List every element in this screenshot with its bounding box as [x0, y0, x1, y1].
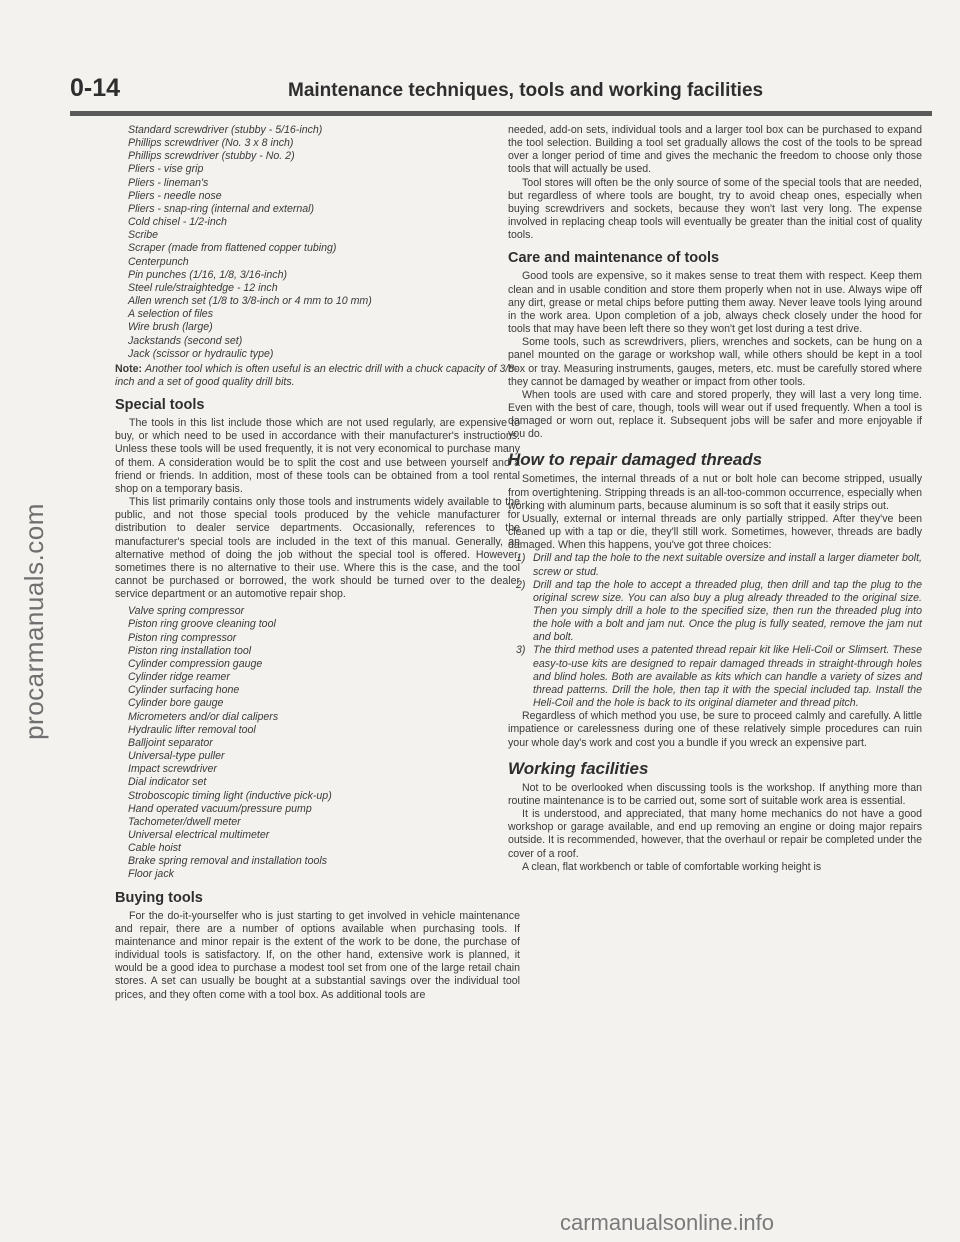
list-item: Piston ring compressor [128, 631, 237, 644]
paragraph: Good tools are expensive, so it makes sense to treat them with respect. Keep them clean and in usable condition and store them properly when not in use. Always wipe off any dirt, grease or metal chips before putting them away. Never leave tools lying around in the work area. Upon completion of a job, always check closely under the hood for tools that may have been left there so they won't get lost during a test drive. [508, 270, 922, 336]
note [115, 363, 520, 389]
paragraph: When tools are used with care and stored properly, they will last a very long time. Even with the best of care, though, tools will wear out if used frequently. When a tool is damaged or worn out, replace it. Subsequent jobs will be safer and more enjoyable if you do. [508, 388, 922, 441]
page-title: Maintenance techniques, tools and working facilities [288, 80, 764, 101]
list-item: Valve spring compressor [128, 605, 245, 618]
side-watermark-text: procarmanuals.com [18, 502, 49, 740]
list-item: Centerpunch [128, 255, 189, 268]
step-number: 2) [516, 578, 526, 591]
step-text: The third method uses a patented thread repair kit like Heli-Coil or Slimsert. These easy-to-use kits are designed to repair damaged threads in straight-through holes and blind holes. Both are available as kits which can handle a variety of sizes and thread patterns. Drill the hole, then tap it with the special included tap. Install the Heli-Coil and the hole is back to its original diameter and thread pitch. [533, 644, 922, 710]
step-text: Drill and tap the hole to the next suitable oversize and install a larger diameter bolt, screw or stud. [533, 552, 922, 578]
threads-heading: How to repair damaged threads [508, 450, 763, 470]
list-item: Brake spring removal and installation tools [128, 855, 328, 868]
list-item: Dial indicator set [128, 776, 207, 789]
paragraph: Regardless of which method you use, be sure to proceed calmly and carefully. A little impatience or carelessness during one of these relatively simple procedures can ruin your whole day's work and cost you a bundle if you wreck an expensive part. [508, 710, 922, 749]
list-item: Pliers - vise grip [128, 163, 204, 176]
list-item: Universal-type puller [128, 750, 225, 763]
list-item: Cylinder bore gauge [128, 697, 224, 710]
list-item: Standard screwdriver (stubby - 5/16-inch) [128, 124, 323, 136]
side-watermark [14, 0, 54, 1242]
step-number: 3) [516, 644, 526, 657]
special-tool-list [128, 605, 520, 881]
paragraph: Not to be overlooked when discussing tools is the workshop. If anything more than routine maintenance is to be carried out, some sort of suitable work area is essential. [508, 781, 922, 807]
list-item: Pin punches (1/16, 1/8, 3/16-inch) [128, 268, 288, 281]
list-item: Jackstands (second set) [128, 334, 243, 347]
paragraph: Tool stores will often be the only source of some of the special tools that are needed, but regardless of where tools are bought, try to avoid cheap ones, especially when buying screwdrivers and sockets, because they won't last very long. The expense involved in replacing cheap tools will eventually be greater than the initial cost of quality tools. [508, 176, 922, 242]
header-rule [70, 111, 932, 116]
list-item: Cold chisel - 1/2-inch [128, 216, 227, 229]
list-item: Impact screwdriver [128, 763, 217, 776]
list-item: Cylinder ridge reamer [128, 671, 230, 684]
step-text: Drill and tap the hole to accept a threaded plug, then drill and tap the plug to the original screw size. You can also buy a plug already threaded to the original size. Then you simply drill a hole to the specified size, then run the threaded plug into the hole with a bolt and jam nut. Once the plug is fully seated, remove the jam nut and bolt. [533, 578, 922, 644]
list-item: Universal electrical multimeter [128, 828, 270, 841]
list-item: Steel rule/straightedge - 12 inch [128, 281, 278, 294]
care-heading: Care and maintenance of tools [508, 250, 720, 267]
list-item: Pliers - needle nose [128, 189, 222, 202]
list-item: Hand operated vacuum/pressure pump [128, 802, 312, 815]
list-item: Cable hoist [128, 842, 181, 855]
list-item: Phillips screwdriver (No. 3 x 8 inch) [128, 137, 294, 150]
left-column [115, 124, 520, 1002]
list-item: Scribe [128, 229, 159, 242]
list-item [508, 552, 922, 578]
paragraph: A clean, flat workbench or table of comfortable working height is [522, 860, 822, 873]
buying-tools-heading: Buying tools [115, 889, 203, 906]
list-item: Allen wrench set (1/8 to 3/8-inch or 4 mm to 10 mm) [128, 295, 372, 308]
list-item: Pliers - snap-ring (internal and external) [128, 202, 315, 215]
right-column [508, 124, 922, 874]
list-item: Cylinder surfacing hone [128, 684, 240, 697]
paragraph: For the do-it-yourselfer who is just starting to get involved in vehicle maintenance and repair, there are a number of options available when purchasing tools. If maintenance and minor repair is the extent of the work to be done, the purchase of individual tools is satisfactory. If, on the other hand, extensive work is planned, it would be a good idea to purchase a modest tool set from one of the large retail chain stores. A set can usually be bought at a substantial savings over the individual tool prices, and they often come with a tool box. As additional tools are [115, 909, 520, 1001]
bottom-watermark: carmanualsonline.info [560, 1210, 775, 1235]
list-item: Pliers - lineman's [128, 176, 209, 189]
list-item: Stroboscopic timing light (inductive pick-up) [128, 789, 332, 802]
paragraph: It is understood, and appreciated, that many home mechanics do not have a good workshop or garage available, and end up removing an engine or doing major repairs outside. It is recommended, however, that the overhaul or repair be completed under the cover of a roof. [508, 808, 922, 860]
paragraph: Sometimes, the internal threads of a nut or bolt hole can become stripped, usually from overtightening. Stripping threads is an all-too-common occurrence, especially when working with aluminum parts, because aluminum is so soft that it easily strips out. [508, 473, 922, 512]
list-item [508, 579, 922, 645]
list-item: Floor jack [128, 868, 174, 881]
note-text: Another tool which is often useful is an electric drill with a chuck capacity of 3/8-inch and a set of good quality drill bits. [115, 362, 518, 388]
thread-repair-steps [508, 552, 922, 710]
list-item [508, 644, 922, 710]
list-item: Tachometer/dwell meter [128, 815, 241, 828]
working-heading: Working facilities [508, 758, 649, 778]
paragraph: Usually, external or internal threads are only partially stripped. After they've been cleaned up with a tap or die, they'll still work. Sometimes, however, threads are badly damaged. When this happens, you've got three choices: [508, 512, 922, 552]
list-item: Hydraulic lifter removal tool [128, 723, 256, 736]
page-number: 0-14 [70, 74, 121, 102]
step-number: 1) [516, 552, 526, 565]
paragraph: This list primarily contains only those tools and instruments widely available to the public, and not those special tools produced by the vehicle manufacturer for distribution to dealer service departments. Occasionally, references to the manufacturer's special tools are included in the text of this manual. Generally, an alternative method of doing the job without the special tool is offered. However, sometimes there is no alternative to their use. Where this is the case, and the tool cannot be purchased or borrowed, the work should be turned over to the dealer service department or an automotive repair shop. [115, 496, 520, 601]
list-item: Scraper (made from flattened copper tubing) [128, 242, 337, 255]
list-item: Wire brush (large) [128, 321, 213, 334]
tool-list [128, 124, 520, 361]
list-item: Micrometers and/or dial calipers [128, 710, 279, 723]
list-item: Piston ring groove cleaning tool [128, 618, 276, 631]
list-item: A selection of files [128, 308, 213, 321]
note-label: Note: [115, 362, 143, 375]
page-header [70, 74, 930, 114]
paragraph: needed, add-on sets, individual tools and a larger tool box can be purchased to expand the tool selection. Building a tool set gradually allows the cost of the tools to be spread over a longer period of time and gives the mechanic the freedom to choose only those tools that will actually be used. [508, 124, 922, 176]
list-item: Jack (scissor or hydraulic type) [128, 347, 274, 360]
list-item: Piston ring installation tool [128, 644, 252, 657]
special-tools-heading: Special tools [115, 397, 205, 414]
list-item: Phillips screwdriver (stubby - No. 2) [128, 150, 295, 163]
paragraph: The tools in this list include those which are not used regularly, are expensive to buy, or which need to be used in accordance with their manufacturer's instructions. Unless these tools will be used frequently, it is not very economical to purchase many of them. A consideration would be to split the cost and use between yourself and a friend or friends. In addition, most of these tools can be obtained from a tool rental shop on a temporary basis. [115, 417, 520, 495]
list-item: Balljoint separator [128, 736, 213, 749]
paragraph: Some tools, such as screwdrivers, pliers, wrenches and sockets, can be hung on a panel mounted on the garage or workshop wall, while others should be kept in a tool box or tray. Measuring instruments, gauges, meters, etc. must be carefully stored where they cannot be damaged by weather or impact from other tools. [508, 336, 922, 388]
list-item: Cylinder compression gauge [128, 657, 263, 670]
